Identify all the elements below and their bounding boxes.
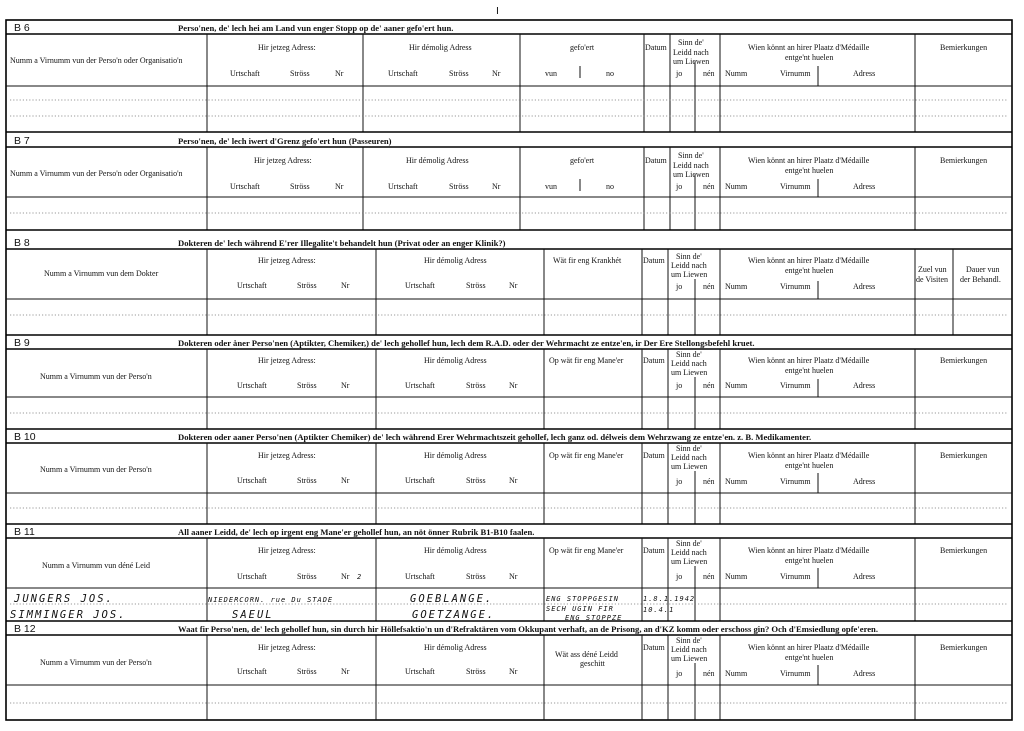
svg-text:Leidd nach: Leidd nach [671,261,707,270]
svg-text:Hir démolig Adress: Hir démolig Adress [409,43,472,52]
svg-text:Datum: Datum [645,156,667,165]
svg-text:Nr: Nr [492,182,501,191]
handwritten-datum-1: 1.8.1.1942 [643,595,696,603]
section-code: B 11 [14,526,35,538]
svg-text:Dauer vun: Dauer vun [966,265,1000,274]
handwritten-manner-1: ENG STOPPGESIN [546,595,620,603]
svg-text:Leidd nach: Leidd nach [671,453,707,462]
section-b8 [6,237,1012,335]
svg-text:Leidd nach: Leidd nach [671,359,707,368]
svg-text:Urtschaft: Urtschaft [405,572,435,581]
svg-text:Ströss: Ströss [290,69,310,78]
svg-text:Adress: Adress [853,282,876,291]
svg-text:Wät fir eng Krankhét: Wät fir eng Krankhét [553,256,622,265]
svg-text:Virnumm: Virnumm [780,381,811,390]
svg-text:Adress: Adress [853,182,876,191]
section-b12 [6,623,1012,720]
svg-text:Wien könnt an hirer Plaatz d'M: Wien könnt an hirer Plaatz d'Médaille [748,256,870,265]
col-name-header: Numm a Virnumm vun dem Dokter [44,269,159,278]
svg-text:Nr: Nr [509,667,518,676]
section-b7 [6,135,1012,230]
svg-text:Leidd nach: Leidd nach [673,48,709,57]
svg-text:gefo'ert: gefo'ert [570,156,595,165]
handwritten-datum-2: 10.4.1 [643,606,675,614]
svg-text:Wien könnt an hirer Plaatz d'M: Wien könnt an hirer Plaatz d'Médaille [748,156,870,165]
form-frame [6,20,1012,720]
svg-text:Hir jetzeg Adress:: Hir jetzeg Adress: [258,43,316,52]
svg-text:Ströss: Ströss [449,182,469,191]
section-b6 [6,22,1012,132]
svg-text:Urtschaft: Urtschaft [405,381,435,390]
svg-text:geschitt: geschitt [580,659,605,668]
svg-text:Bemierkungen: Bemierkungen [940,43,988,52]
svg-text:Ströss: Ströss [297,476,317,485]
section-code: B 10 [14,431,36,443]
svg-text:jo: jo [676,182,683,191]
svg-text:Hir démolig Adress: Hir démolig Adress [424,643,487,652]
section-code: B 9 [14,337,30,349]
svg-text:Ströss: Ströss [466,667,486,676]
section-title: All aaner Leidd, de' lech op irgent eng Mane'er gehollef hun, an nöt önner Rubrik B1-B10 faalen. [178,527,535,537]
svg-text:Urtschaft: Urtschaft [237,572,267,581]
svg-text:Nr: Nr [492,69,501,78]
svg-text:entge'nt huelen: entge'nt huelen [785,461,834,470]
section-title: Dokteren oder åner Perso'nen (Aptikter, Chemiker,) de' lech gehollef hun, lech dem R.A.D. oder der Wehrmacht ze entze'en, ir Der Ere Stellongsbefehl kruet. [178,338,755,348]
svg-text:Ströss: Ströss [449,69,469,78]
svg-text:Bemierkungen: Bemierkungen [940,451,988,460]
svg-text:Urtschaft: Urtschaft [237,667,267,676]
svg-text:Urtschaft: Urtschaft [230,69,260,78]
svg-text:Leidd nach: Leidd nach [673,161,709,170]
svg-text:Hir jetzeg Adress:: Hir jetzeg Adress: [258,256,316,265]
section-code: B 12 [14,623,36,635]
svg-text:Sinn de': Sinn de' [676,444,702,453]
svg-text:Urtschaft: Urtschaft [237,476,267,485]
page-mark: I [496,5,499,17]
handwritten-addr-1: NIEDERCORN. rue Du STADE [208,596,334,604]
svg-text:Nr: Nr [341,281,350,290]
col-name-header: Numm a Virnumm vun der Perso'n oder Organisatio'n [10,56,183,65]
section-b11 [6,526,1012,622]
svg-text:Sinn de': Sinn de' [676,252,702,261]
svg-text:Datum: Datum [645,43,667,52]
svg-text:Wät ass déné Leidd: Wät ass déné Leidd [555,650,618,659]
section-code: B 6 [14,22,30,34]
svg-text:Datum: Datum [643,256,665,265]
svg-text:Op wät fir eng Mane'er: Op wät fir eng Mane'er [549,356,624,365]
svg-text:Numm: Numm [725,669,748,678]
svg-text:Leidd nach: Leidd nach [671,645,707,654]
svg-text:um Liewen: um Liewen [671,368,708,377]
svg-text:Hir démolig Adress: Hir démolig Adress [406,156,469,165]
svg-text:Sinn de': Sinn de' [676,636,702,645]
section-code: B 7 [14,135,30,147]
svg-text:Bemierkungen: Bemierkungen [940,156,988,165]
svg-text:Ströss: Ströss [297,381,317,390]
svg-text:Nr: Nr [341,476,350,485]
svg-text:Wien könnt an hirer Plaatz d'M: Wien könnt an hirer Plaatz d'Médaille [748,643,870,652]
svg-text:nén: nén [703,282,715,291]
section-b9 [6,337,1012,429]
svg-text:um Liewen: um Liewen [671,557,708,566]
svg-text:Adress: Adress [853,477,876,486]
svg-text:Datum: Datum [643,546,665,555]
svg-text:Urtschaft: Urtschaft [405,476,435,485]
svg-text:gefo'ert: gefo'ert [570,43,595,52]
svg-text:Bemierkungen: Bemierkungen [940,643,988,652]
svg-text:entge'nt huelen: entge'nt huelen [785,556,834,565]
svg-text:Urtschaft: Urtschaft [405,281,435,290]
svg-text:Ströss: Ströss [466,572,486,581]
svg-text:entge'nt huelen: entge'nt huelen [785,653,834,662]
svg-text:nén: nén [703,669,715,678]
svg-text:Urtschaft: Urtschaft [388,182,418,191]
svg-text:Hir jetzeg Adress:: Hir jetzeg Adress: [258,546,316,555]
section-code: B 8 [14,237,30,249]
svg-text:Nr: Nr [509,381,518,390]
col-name-header: Numm a Virnumm vun der Perso'n [40,658,152,667]
section-title: Dokteren de' lech während E'rer Illegalite't behandelt hun (Privat oder an enger Klinik?) [178,238,506,248]
svg-text:um Liewen: um Liewen [673,170,710,179]
svg-text:Urtschaft: Urtschaft [237,281,267,290]
svg-text:Urtschaft: Urtschaft [405,667,435,676]
svg-text:Ströss: Ströss [297,281,317,290]
svg-text:um Liewen: um Liewen [673,57,710,66]
svg-text:jo: jo [676,572,683,581]
svg-text:Wien könnt an hirer Plaatz d'M: Wien könnt an hirer Plaatz d'Médaille [748,43,870,52]
svg-text:Ströss: Ströss [466,476,486,485]
svg-text:vun: vun [545,69,557,78]
svg-text:Numm: Numm [725,282,748,291]
svg-text:Hir jetzeg Adress:: Hir jetzeg Adress: [258,356,316,365]
svg-text:Nr: Nr [341,667,350,676]
svg-text:entge'nt huelen: entge'nt huelen [785,166,834,175]
svg-text:nén: nén [703,69,715,78]
svg-text:der Behandl.: der Behandl. [960,275,1001,284]
col-name-header: Numm a Virnumm vun déné Leid [42,561,151,570]
section-title: Perso'nen, de' lech iwert d'Grenz gefo'ert hun (Passeuren) [178,136,392,146]
svg-text:nén: nén [703,381,715,390]
svg-text:Virnumm: Virnumm [780,572,811,581]
svg-text:Adress: Adress [853,669,876,678]
section-title: Dokteren oder aaner Perso'nen (Aptikter Chemiker) de' lech während Erer Wehrmachtszeit gehollef, lech ganz od. délweis dem Wehrzwang ze entze'en. z. B. Medikamenter. [178,432,812,442]
handwritten-addr-2: SAEUL [232,609,274,621]
svg-text:Zuel vun: Zuel vun [918,265,947,274]
svg-text:no: no [606,182,614,191]
svg-text:entge'nt huelen: entge'nt huelen [785,266,834,275]
svg-text:vun: vun [545,182,557,191]
svg-text:jo: jo [676,69,683,78]
svg-text:Hir jetzeg Adress:: Hir jetzeg Adress: [258,643,316,652]
svg-text:um Liewen: um Liewen [671,270,708,279]
svg-text:Virnumm: Virnumm [780,669,811,678]
svg-text:Nr: Nr [509,281,518,290]
handwritten-nr: 2 [357,573,363,581]
svg-text:Ströss: Ströss [297,572,317,581]
svg-text:Datum: Datum [643,451,665,460]
svg-text:Virnumm: Virnumm [780,182,811,191]
svg-text:no: no [606,69,614,78]
svg-text:Nr: Nr [341,381,350,390]
svg-text:jo: jo [676,282,683,291]
svg-text:Sinn de': Sinn de' [676,539,702,548]
svg-text:Ströss: Ströss [297,667,317,676]
col-name-header: Numm a Virnumm vun der Perso'n [40,465,152,474]
svg-text:Numm: Numm [725,182,748,191]
svg-text:entge'nt huelen: entge'nt huelen [785,366,834,375]
svg-text:Urtschaft: Urtschaft [388,69,418,78]
svg-text:Nr: Nr [335,182,344,191]
svg-text:Numm: Numm [725,381,748,390]
svg-text:Nr: Nr [335,69,344,78]
svg-text:Ströss: Ströss [466,381,486,390]
svg-text:Adress: Adress [853,572,876,581]
handwritten-manner-2: SECH UGIN FIR [546,605,614,613]
handwritten-name-1: JUNGERS JOS. [14,593,114,605]
section-b10 [6,431,1012,524]
svg-text:Datum: Datum [643,356,665,365]
svg-text:Numm: Numm [725,572,748,581]
svg-text:Adress: Adress [853,69,876,78]
svg-text:Ströss: Ströss [466,281,486,290]
svg-text:Ströss: Ströss [290,182,310,191]
svg-text:um Liewen: um Liewen [671,462,708,471]
svg-text:Wien könnt an hirer Plaatz d'M: Wien könnt an hirer Plaatz d'Médaille [748,356,870,365]
svg-text:jo: jo [676,477,683,486]
svg-text:Virnumm: Virnumm [780,477,811,486]
svg-text:Nr: Nr [341,572,350,581]
svg-text:Hir démolig Adress: Hir démolig Adress [424,256,487,265]
svg-text:Hir démolig Adress: Hir démolig Adress [424,451,487,460]
handwritten-demolig-2: GOETZANGE. [412,609,496,621]
handwritten-manner-3: ENG STOPPZE [565,614,623,622]
svg-text:Datum: Datum [643,643,665,652]
svg-text:Adress: Adress [853,381,876,390]
svg-text:Sinn de': Sinn de' [678,151,704,160]
handwritten-name-2: SIMMINGER JOS. [10,609,127,621]
svg-text:Numm: Numm [725,477,748,486]
svg-text:Hir démolig Adress: Hir démolig Adress [424,356,487,365]
svg-text:Hir démolig Adress: Hir démolig Adress [424,546,487,555]
svg-text:Sinn de': Sinn de' [676,350,702,359]
svg-text:Bemierkungen: Bemierkungen [940,356,988,365]
svg-text:nén: nén [703,572,715,581]
svg-text:entge'nt huelen: entge'nt huelen [785,53,834,62]
svg-text:nén: nén [703,477,715,486]
svg-text:Wien könnt an hirer Plaatz d'M: Wien könnt an hirer Plaatz d'Médaille [748,451,870,460]
svg-text:Virnumm: Virnumm [780,282,811,291]
svg-text:Sinn de': Sinn de' [678,38,704,47]
svg-text:Urtschaft: Urtschaft [237,381,267,390]
handwritten-demolig-1: GOEBLANGE. [410,593,494,605]
section-title: Waat fir Perso'nen, de' lech gehollef hun, sin durch hir Höllefsaktio'n un d'Refraktären vom Okkupant verhaft, an de Prisong, an d'KZ komm oder erschoss gin? Och d'Emsiedlung opfe'eren. [178,624,878,634]
svg-text:Urtschaft: Urtschaft [230,182,260,191]
col-name-header: Numm a Virnumm vun der Perso'n oder Organisatio'n [10,169,183,178]
svg-text:de Visiten: de Visiten [916,275,949,284]
svg-text:Bemierkungen: Bemierkungen [940,546,988,555]
svg-text:Virnumm: Virnumm [780,69,811,78]
svg-text:Leidd nach: Leidd nach [671,548,707,557]
svg-text:Nr: Nr [509,572,518,581]
svg-text:Wien könnt an hirer Plaatz d'M: Wien könnt an hirer Plaatz d'Médaille [748,546,870,555]
svg-text:Op wät fir eng Mane'er: Op wät fir eng Mane'er [549,451,624,460]
section-title: Perso'nen, de' lech hei am Land vun enger Stopp op de' aaner gefo'ert hun. [178,23,454,33]
col-name-header: Numm a Virnumm vun der Perso'n [40,372,152,381]
svg-text:Numm: Numm [725,69,748,78]
svg-text:Nr: Nr [509,476,518,485]
svg-text:Hir jetzeg Adress:: Hir jetzeg Adress: [254,156,312,165]
svg-text:nén: nén [703,182,715,191]
svg-text:Hir jetzeg Adress:: Hir jetzeg Adress: [258,451,316,460]
svg-text:um Liewen: um Liewen [671,654,708,663]
svg-text:Op wät fir eng Mane'er: Op wät fir eng Mane'er [549,546,624,555]
svg-text:jo: jo [676,669,683,678]
svg-text:jo: jo [676,381,683,390]
